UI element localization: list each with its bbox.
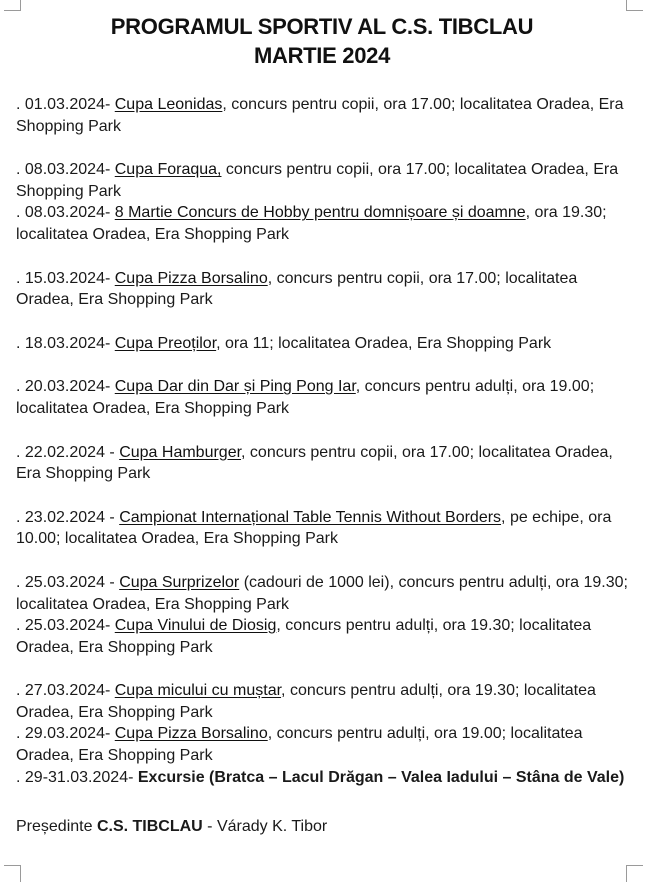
entry-details: , ora 11; localitatea Oradea, Era Shopping Park — [216, 334, 552, 352]
entry-details: , concurs pentru adulți, ora 19.00; localitatea Oradea, Era Shopping Park — [16, 378, 595, 417]
entry-event: Cupa Pizza Borsalino — [114, 725, 268, 743]
footer-org: C.S. TIBCLAU — [96, 818, 203, 836]
entry-date: . 29-31.03.2024- — [16, 768, 138, 786]
entry-date: . 15.03.2024- — [16, 269, 115, 287]
entry-event: Cupa Hamburger — [119, 443, 242, 461]
schedule-entry — [16, 159, 628, 202]
schedule-entry — [16, 615, 628, 658]
entry-details: concurs pentru copii, ora 17.00; localitatea Oradea, Era Shopping Park — [16, 161, 619, 200]
entry-details: , concurs pentru copii, ora 17.00; localitatea Oradea, Era Shopping Park — [16, 96, 624, 135]
signature-line — [16, 816, 628, 837]
entry-date: . 08.03.2024- — [16, 161, 115, 179]
entry-event: Cupa Dar din Dar și Ping Pong Iar — [114, 378, 356, 396]
entry-date: . 08.03.2024- — [16, 204, 115, 222]
entry-event: Cupa micului cu muștar — [114, 682, 282, 700]
schedule-entry — [16, 442, 628, 485]
entry-date: . 29.03.2024- — [16, 725, 115, 743]
entry-date: . 25.03.2024- — [16, 617, 115, 635]
entry-date: . 25.03.2024 - — [16, 573, 120, 591]
footer-role: Președinte — [16, 818, 97, 836]
entry-details: , pe echipe, ora 10.00; localitatea Oradea, Era Shopping Park — [16, 508, 612, 548]
crop-mark-bottom-left — [4, 865, 21, 882]
entry-details: , concurs pentru adulți, ora 19.30; localitatea Oradea, Era Shopping Park — [16, 617, 592, 656]
entry-date: . 01.03.2024- — [16, 96, 115, 113]
entry-details: (cadouri de 1000 lei), concurs pentru adulți, ora 19.30; localitatea Oradea, Era Shopping Park — [16, 573, 628, 613]
entry-date: . 27.03.2024- — [16, 682, 115, 700]
entry-event: Cupa Leonidas — [114, 96, 223, 113]
page-title — [16, 12, 628, 70]
entry-event: 8 Martie Concurs de Hobby pentru domnișoare și doamne — [114, 204, 526, 222]
entry-event: Cupa Preoților — [114, 334, 217, 352]
schedule-entry — [16, 723, 628, 766]
schedule-entry — [16, 680, 628, 723]
crop-mark-top-right — [626, 0, 643, 11]
schedule-list — [16, 94, 628, 788]
entry-event: Cupa Surprizelor — [119, 573, 240, 591]
schedule-entry — [16, 202, 628, 245]
schedule-entry — [16, 572, 628, 615]
title-line-1: PROGRAMUL SPORTIV AL C.S. TIBCLAU — [110, 14, 534, 39]
entry-date: . 23.02.2024 - — [16, 508, 120, 526]
entry-details: , concurs pentru adulți, ora 19.30; localitatea Oradea, Era Shopping Park — [16, 682, 596, 721]
entry-date: . 22.02.2024 - — [16, 443, 120, 461]
title-line-2: MARTIE 2024 — [253, 43, 391, 68]
crop-mark-bottom-right — [626, 865, 643, 882]
entry-event: Cupa Vinului de Diosig — [114, 617, 277, 635]
entry-date: . 20.03.2024- — [16, 378, 115, 396]
entry-date: . 18.03.2024- — [16, 334, 115, 352]
entry-event: Campionat Internațional Table Tennis Without Borders — [119, 508, 502, 526]
document — [16, 12, 628, 837]
entry-event: Excursie (Bratca – Lacul Drăgan – Valea Iadului – Stâna de Vale) — [137, 768, 625, 786]
entry-event: Cupa Foraqua, — [114, 161, 222, 179]
schedule-entry — [16, 333, 628, 355]
crop-mark-top-left — [4, 0, 21, 11]
schedule-entry — [16, 268, 628, 311]
footer-name: - Várady K. Tibor — [202, 818, 328, 836]
entry-event: Cupa Pizza Borsalino — [114, 269, 268, 287]
schedule-entry — [16, 94, 628, 137]
schedule-entry — [16, 376, 628, 419]
entry-details: , ora 19.30; localitatea Oradea, Era Shopping Park — [16, 204, 607, 243]
entry-details: , concurs pentru copii, ora 17.00; localitatea Oradea, Era Shopping Park — [16, 443, 613, 483]
schedule-entry — [16, 767, 628, 789]
schedule-entry — [16, 507, 628, 550]
entry-details: , concurs pentru adulți, ora 19.00; localitatea Oradea, Era Shopping Park — [16, 725, 583, 765]
entry-details: , concurs pentru copii, ora 17.00; localitatea Oradea, Era Shopping Park — [16, 269, 578, 309]
